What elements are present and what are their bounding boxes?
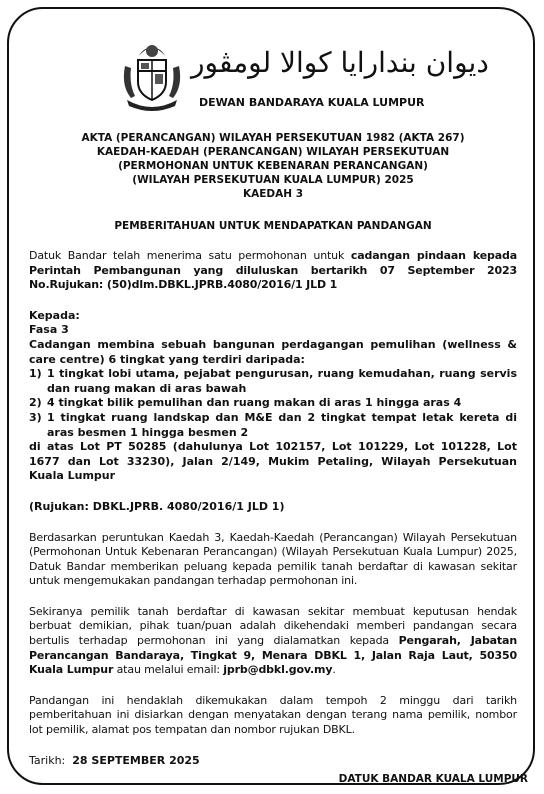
submission-end: . (332, 663, 336, 677)
intro-paragraph (29, 249, 517, 293)
list-item-number: 2) (29, 396, 42, 410)
paragraph-provisions: Berdasarkan peruntukan Kaedah 3, Kaedah-Kaedah (Perancangan) Wilayah Persekutuan (Permohonan Untuk Kebenaran Perancangan) (Wilayah Persekutuan Kuala Lumpur) 2025, Datuk Bandar memberikan peluang kepada pemilik tanah berdaftar di kawasan sekitar untuk mengemukakan pandangan terhadap permohonan ini. (29, 530, 517, 588)
header (29, 36, 517, 112)
list-item (29, 411, 517, 440)
lot-location: di atas Lot PT 50285 (dahulunya Lot 102157, Lot 101229, Lot 101228, Lot 1677 dan Lot 33230), Jalan 2/149, Mukim Petaling, Wilayah Persekutuan Kuala Lumpur (29, 440, 517, 483)
date-line (29, 754, 517, 769)
signatory: DATUK BANDAR KUALA LUMPUR (338, 773, 528, 786)
paragraph-submission (29, 605, 517, 678)
submission-address: Pengarah, Jabatan Perancangan Bandaraya, Tingkat 9, Menara DBKL 1, Jalan Raja Laut, 50350 Kuala Lumpur (29, 634, 517, 677)
act-line: (WILAYAH PERSEKUTUAN KUALA LUMPUR) 2025 (132, 174, 414, 186)
email-link[interactable]: jprb@dbkl.gov.my (223, 663, 333, 677)
act-titles (29, 131, 517, 201)
floor-list (29, 367, 517, 440)
act-line: (PERMOHONAN UNTUK KEBENARAN PERANCANGAN) (118, 160, 428, 172)
paragraph-deadline: Pandangan ini hendaklah dikemukakan dalam tempoh 2 minggu dari tarikh pemberitahuan ini disiarkan dengan menyatakan dengan terang nama pemilik, nombor lot pemilik, alamat pos tempatan dan nombor rujukan DBKL. (29, 693, 517, 737)
submission-text: Sekiranya pemilik tanah berdaftar di kawasan sekitar membuat keputusan hendak berbuat demikian, pihak tuan/puan adalah dikehendaki memberi pandangan secara bertulis terhadap permohonan ini yang dialamatkan kepada (29, 604, 517, 648)
reference-number: (Rujukan: DBKL.JPRB. 4080/2016/1 JLD 1) (29, 499, 285, 513)
notice-title: PEMBERITAHUAN UNTUK MENDAPATKAN PANDANGAN (114, 220, 432, 232)
phase-label: Fasa 3 (29, 323, 69, 337)
list-item-text: 1 tingkat lobi utama, pejabat pengurusan, ruang kemudahan, ruang servis dan ruang makan di aras bawah (47, 367, 517, 395)
jawi-title: ديوان بندارايا كوالا لومڤور (191, 46, 489, 79)
kepada-label: Kepada: (29, 308, 80, 322)
date-label: Tarikh: (29, 753, 73, 767)
organization-name: DEWAN BANDARAYA KUALA LUMPUR (199, 96, 425, 109)
submission-or-email: atau melalui email: (113, 663, 224, 677)
list-item (29, 396, 517, 411)
act-line: KAEDAH-KAEDAH (PERANCANGAN) WILAYAH PERSEKUTUAN (96, 146, 450, 158)
list-item-text: 1 tingkat ruang landskap dan M&E dan 2 tingkat tempat letak kereta di aras besmen 1 hingga besmen 2 (47, 410, 517, 439)
application-description: Cadangan membina sebuah bangunan perdagangan pemulihan (wellness & care centre) 6 tingkat yang terdiri daripada: (29, 337, 517, 366)
intro-text: Datuk Bandar telah menerima satu permohonan untuk (29, 249, 351, 262)
list-item-text: 4 tingkat bilik pemulihan dan ruang makan di aras 1 hingga aras 4 (47, 396, 462, 410)
date-value: 28 SEPTEMBER 2025 (72, 753, 200, 767)
list-item-number: 1) (29, 367, 42, 381)
notice-content (29, 36, 528, 786)
act-line: AKTA (PERANCANGAN) WILAYAH PERSEKUTUAN 1982 (AKTA 267) (81, 132, 465, 144)
intro-bold-text: cadangan pindaan kepada Perintah Pembangunan yang diluluskan bertarikh 07 September 2023 No.Rujukan: (50)dlm.DBKL.JPRB.4080/2016/1 JLD 1 (29, 249, 517, 292)
application-details (29, 309, 517, 484)
list-item-number: 3) (29, 410, 42, 424)
act-line: KAEDAH 3 (242, 188, 304, 200)
list-item (29, 367, 517, 396)
dbkl-crest-logo (121, 36, 183, 112)
